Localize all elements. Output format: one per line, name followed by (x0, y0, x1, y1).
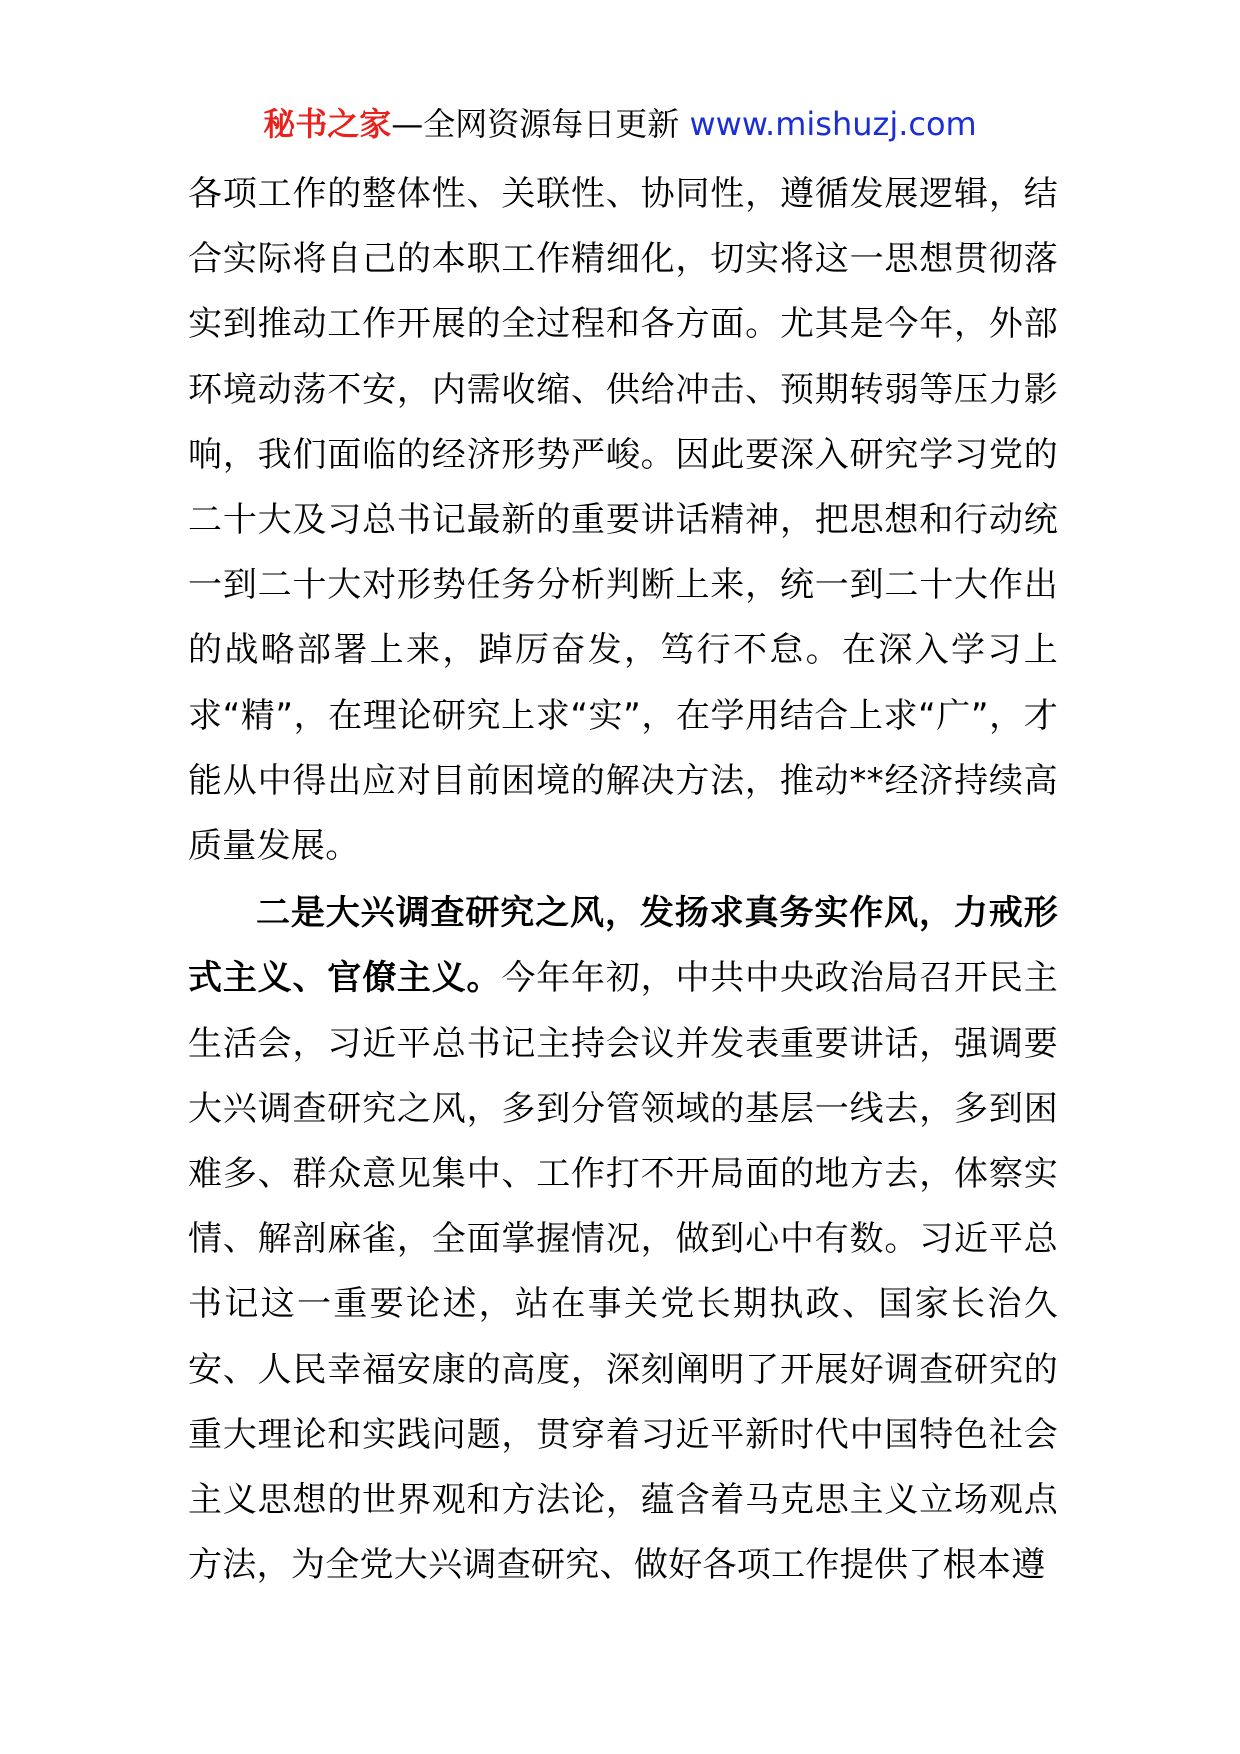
paragraph-section-two (188, 881, 1058, 1598)
section-heading-bold: 二是大兴调查研究之风，发扬求真务实作风，力戒形式主义、官僚主义。 (188, 893, 1058, 999)
section-body-text: 今年年初，中共中央政治局召开民主生活会，习近平总书记主持会议并发表重要讲话，强调要大兴调查研究之风，多到分管领域的基层一线去，多到困难多、群众意见集中、工作打不开局面的地方去，体察实情、解剖麻雀，全面掌握情况，做到心中有数。习近平总书记这一重要论述，站在事关党长期执政、国家长治久安、人民幸福安康的高度，深刻阐明了开展好调查研究的重大理论和实践问题，贯穿着习近平新时代中国特色社会主义思想的世界观和方法论，蕴含着马克思主义立场观点方法，为全党大兴调查研究、做好各项工作提供了根本遵 (188, 958, 1058, 1586)
site-brand: 秘书之家 (263, 105, 392, 143)
site-url-link[interactable]: www.mishuzj.com (689, 105, 977, 143)
document-body (188, 162, 1058, 1598)
site-tagline: —全网资源每日更新 (391, 105, 690, 143)
paragraph-continuation: 各项工作的整体性、关联性、协同性，遵循发展逻辑，结合实际将自己的本职工作精细化，切实将这一思想贯彻落实到推动工作开展的全过程和各方面。尤其是今年，外部环境动荡不安，内需收缩、供给冲击、预期转弱等压力影响，我们面临的经济形势严峻。因此要深入研究学习党的二十大及习总书记最新的重要讲话精神，把思想和行动统一到二十大对形势任务分析判断上来，统一到二十大作出的战略部署上来，踔厉奋发，笃行不怠。在深入学习上求“精”，在理论研究上求“实”，在学用结合上求“广”，才能从中得出应对目前困境的解决方法，推动**经济持续高质量发展。 (188, 174, 1058, 867)
site-header (0, 98, 1240, 150)
